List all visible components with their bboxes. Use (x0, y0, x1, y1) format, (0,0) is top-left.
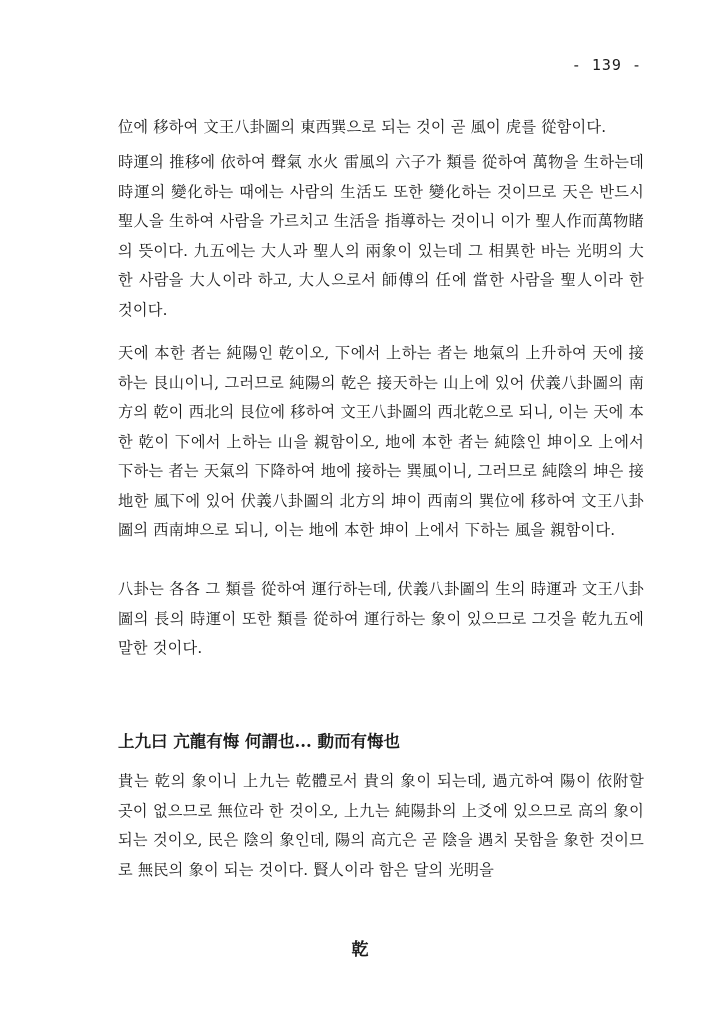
paragraph-4: 八卦는 各各 그 類를 從하여 運行하는데, 伏義八卦圖의 生의 時運과 文王八卦圖의 長의 時運이 또한 類를 從하여 運行하는 象이 있으므로 그것을 乾九五에 말한 것이다. (118, 580, 644, 657)
page-number: - 139 - (571, 56, 642, 74)
section-paragraph: 貴는 乾의 象이니 上九는 乾體로서 貴의 象이 되는데, 過亢하여 陽이 依附할 곳이 없으므로 無位라 한 것이오, 上九는 純陽卦의 上爻에 있으므로 高의 象이 되는 것이오, 民은 陰의 象인데, 陽의 高亢은 곧 陰을 遇치 못함을 象한 것이므로 無民의 象이 되는 것이다. 賢人이라 함은 달의 光明을 (118, 772, 644, 879)
footer-title: 乾 (351, 940, 369, 960)
section-heading: 上九曰 亢龍有悔 何謂也... 動而有悔也 (118, 732, 400, 751)
paragraph-3: 天에 本한 者는 純陽인 乾이오, 下에서 上하는 者는 地氣의 上升하여 天에 接하는 艮山이니, 그러므로 純陽의 乾은 接天하는 山上에 있어 伏義八卦圖의 南方의 乾이 西北의 艮位에 移하여 文王八卦圖의 西北乾으로 되니, 이는 天에 本한 乾이 下에서 上하는 山을 親함이오, 地에 本한 者는 純陰인 坤이오 上에서 下하는 者는 天氣의 下降하여 地에 接하는 巽風이니, 그러므로 純陰의 坤은 接地한 風下에 있어 伏義八卦圖의 北方의 坤이 西南의 巽位에 移하여 文王八卦圖의 西南坤으로 되니, 이는 地에 本한 坤이 上에서 下하는 風을 親함이다. (118, 344, 644, 539)
paragraph-1: 位에 移하여 文王八卦圖의 東西巽으로 되는 것이 곧 風이 虎를 從함이다. (118, 118, 607, 136)
paragraph-2: 時運의 推移에 依하여 聲氣 水火 雷風의 六子가 類를 從하여 萬物을 生하는데 時運의 變化하는 때에는 사람의 生活도 또한 變化하는 것이므로 天은 반드시 聖人을 生하여 사람을 가르치고 生活을 指導하는 것이니 이가 聖人作而萬物睹의 뜻이다. 九五에는 大人과 聖人의 兩象이 있는데 그 相異한 바는 光明의 大한 사람을 大人이라 하고, 大人으로서 師傅의 任에 當한 사람을 聖人이라 한 것이다. (118, 153, 644, 319)
